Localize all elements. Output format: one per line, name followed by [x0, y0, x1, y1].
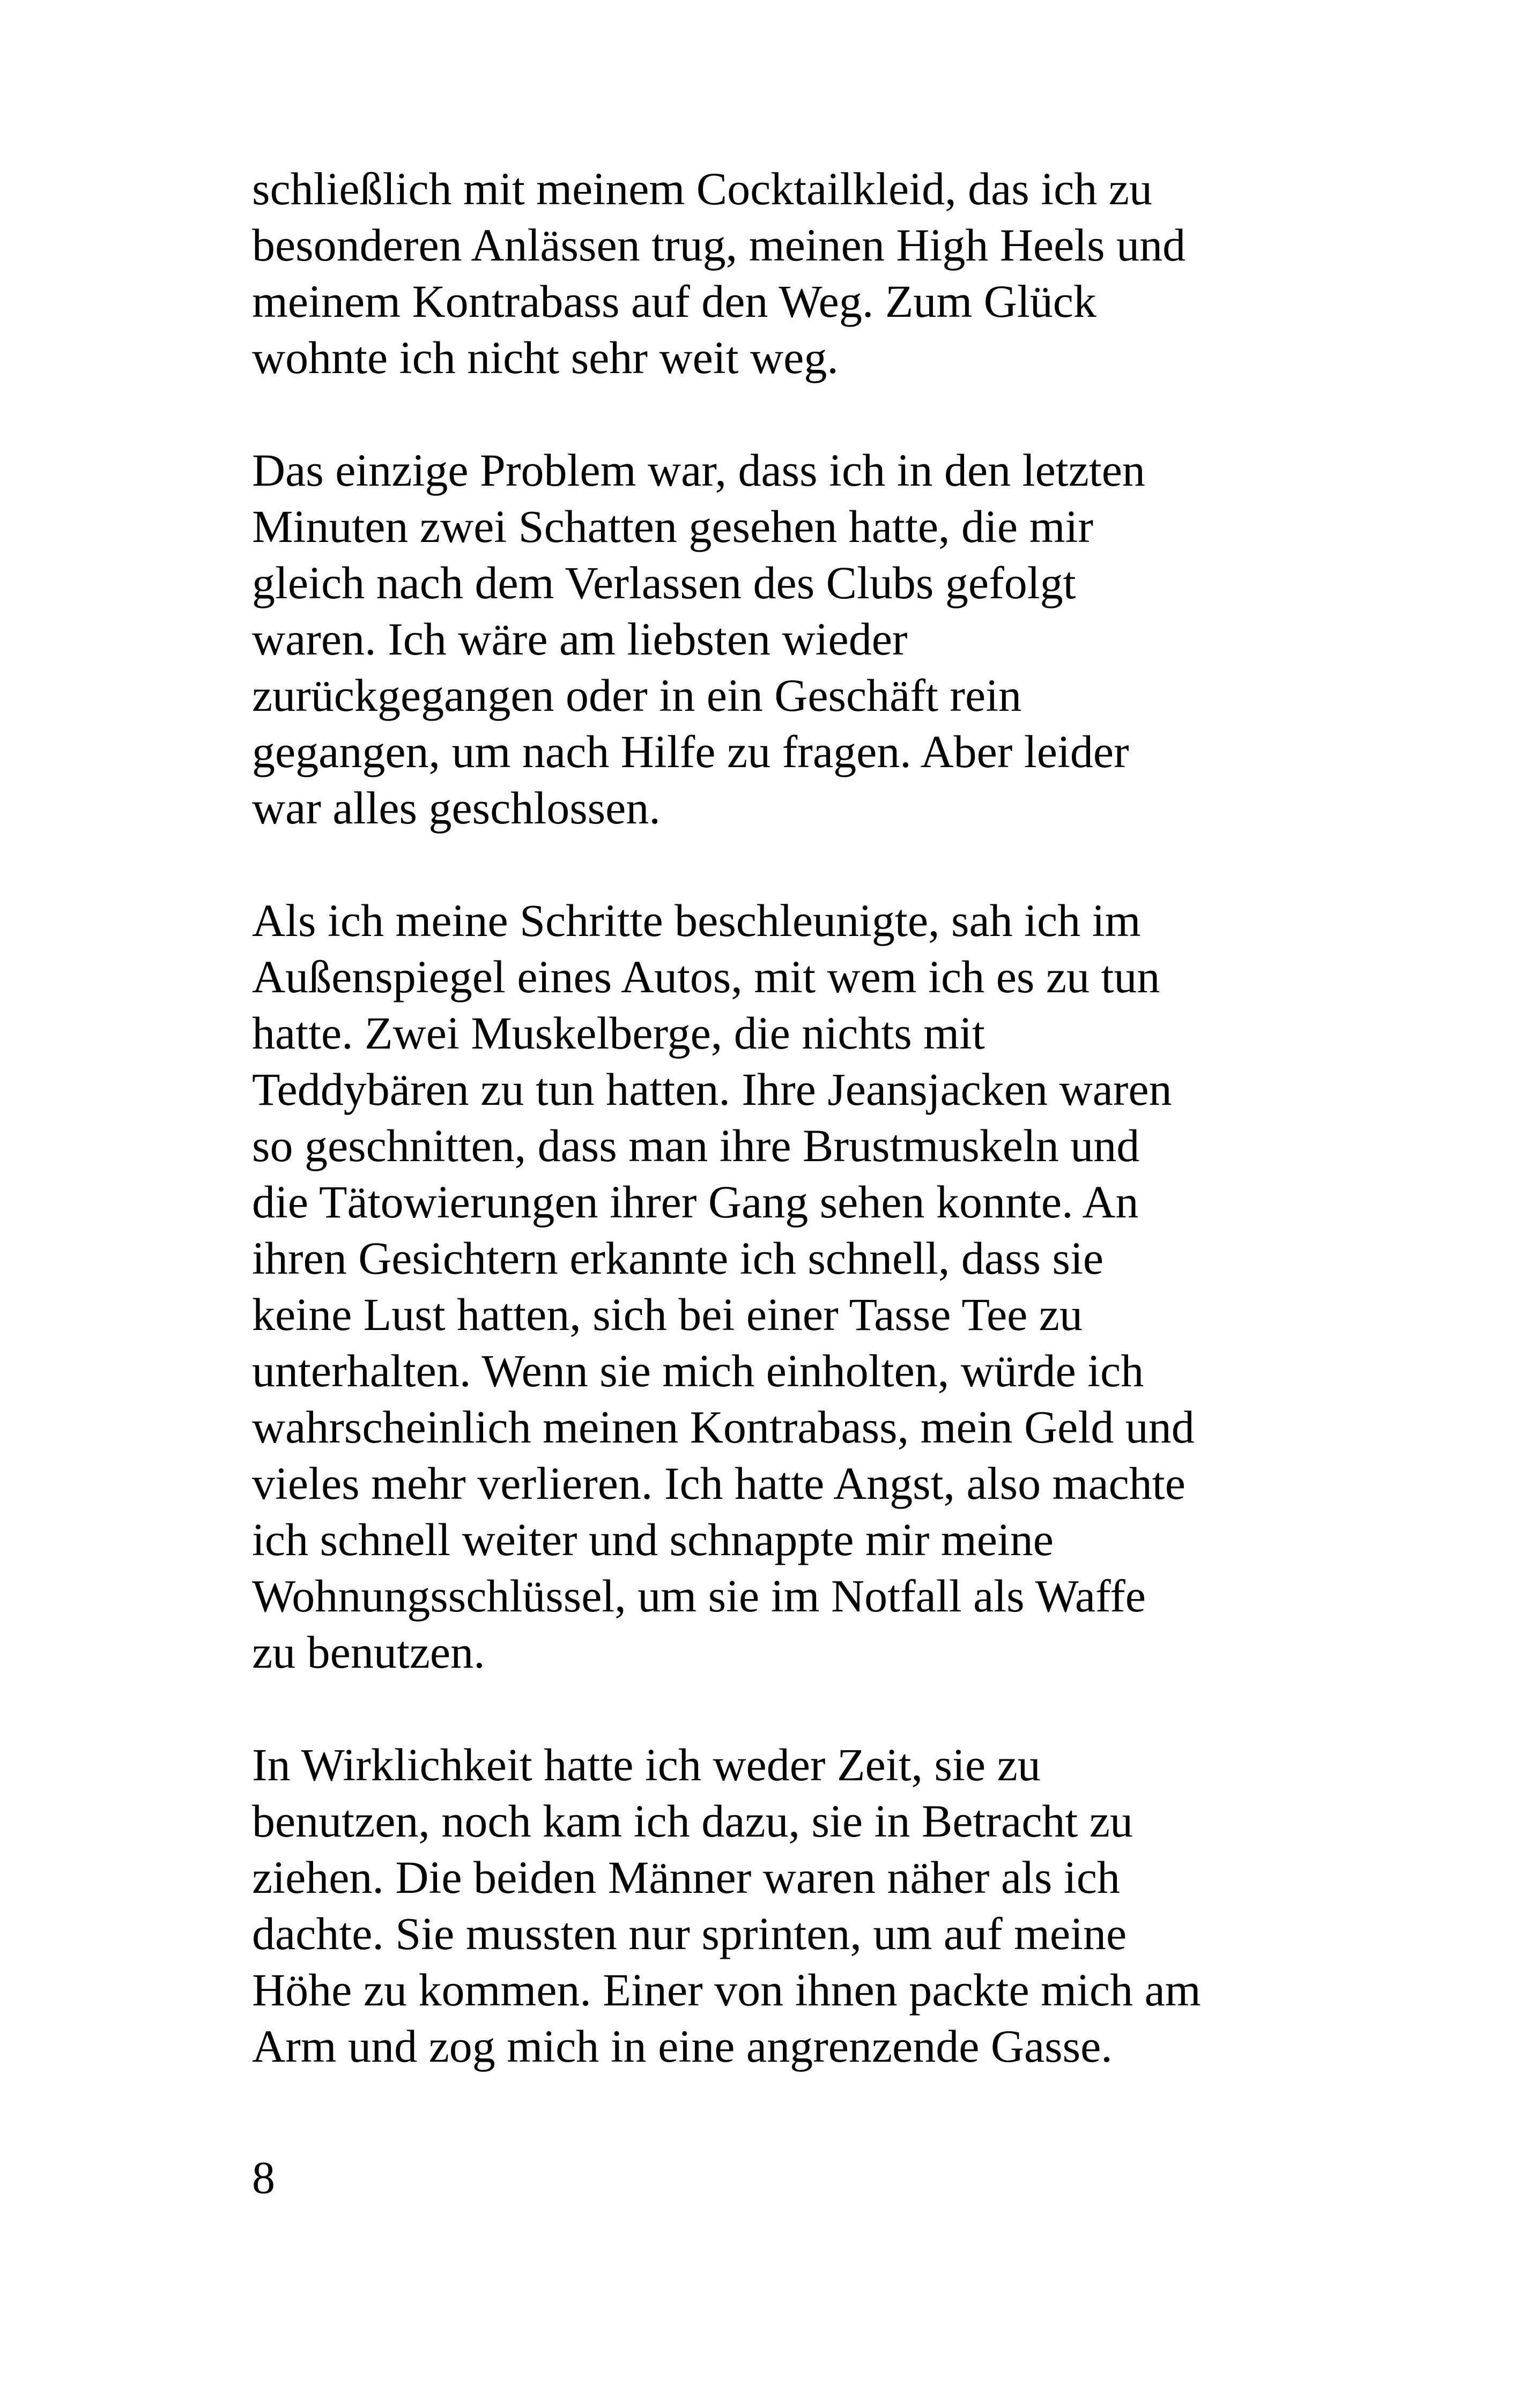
body-text	[252, 161, 1324, 2075]
text-line: ziehen. Die beiden Männer waren näher als ich	[252, 1852, 1120, 1903]
text-line: Als ich meine Schritte beschleunigte, sah ich im	[252, 895, 1141, 946]
paragraph-gap	[252, 1681, 1324, 1737]
paragraph-4	[252, 1737, 1324, 2075]
text-line: ihren Gesichtern erkannte ich schnell, dass sie	[252, 1232, 1104, 1284]
text-line: dachte. Sie mussten nur sprinten, um auf meine	[252, 1908, 1127, 1959]
text-line: wahrscheinlich meinen Kontrabass, mein Geld und	[252, 1401, 1195, 1453]
text-line: unterhalten. Wenn sie mich einholten, würde ich	[252, 1345, 1144, 1396]
text-line: wohnte ich nicht sehr weit weg.	[252, 332, 839, 383]
text-line: Minuten zwei Schatten gesehen hatte, die mir	[252, 501, 1093, 552]
text-line: Arm und zog mich in eine angrenzende Gasse.	[252, 2020, 1113, 2072]
text-line: zurückgegangen oder in ein Geschäft rein	[252, 670, 1022, 721]
page-number: 8	[252, 2152, 275, 2203]
text-line: benutzen, noch kam ich dazu, sie in Betracht zu	[252, 1795, 1133, 1847]
text-line: gegangen, um nach Hilfe zu fragen. Aber leider	[252, 726, 1129, 777]
text-line: Das einzige Problem war, dass ich in den letzten	[252, 444, 1145, 496]
text-line: waren. Ich wäre am liebsten wieder	[252, 613, 908, 665]
text-line: Höhe zu kommen. Einer von ihnen packte mich am	[252, 1964, 1201, 2016]
paragraph-1	[252, 161, 1324, 386]
text-line: keine Lust hatten, sich bei einer Tasse Tee zu	[252, 1289, 1083, 1340]
text-line: In Wirklichkeit hatte ich weder Zeit, sie zu	[252, 1739, 1041, 1790]
paragraph-3	[252, 893, 1324, 1681]
text-line: ich schnell weiter und schnappte mir meine	[252, 1514, 1054, 1565]
text-line: besonderen Anlässen trug, meinen High Heels und	[252, 219, 1186, 271]
text-line: meinem Kontrabass auf den Weg. Zum Glück	[252, 276, 1096, 327]
text-line: gleich nach dem Verlassen des Clubs gefolgt	[252, 557, 1076, 608]
paragraph-2	[252, 442, 1324, 836]
text-line: schließlich mit meinem Cocktailkleid, das ich zu	[252, 163, 1152, 214]
text-line: zu benutzen.	[252, 1626, 485, 1678]
text-line: vieles mehr verlieren. Ich hatte Angst, also machte	[252, 1458, 1185, 1509]
text-line: so geschnitten, dass man ihre Brustmuskeln und	[252, 1120, 1140, 1171]
text-line: Teddybären zu tun hatten. Ihre Jeansjacken waren	[252, 1064, 1172, 1115]
text-line: die Tätowierungen ihrer Gang sehen konnte. An	[252, 1176, 1139, 1228]
paragraph-gap	[252, 836, 1324, 893]
text-line: Wohnungsschlüssel, um sie im Notfall als Waffe	[252, 1570, 1146, 1622]
text-line: Außenspiegel eines Autos, mit wem ich es zu tun	[252, 951, 1160, 1002]
paragraph-gap	[252, 386, 1324, 442]
text-line: hatte. Zwei Muskelberge, die nichts mit	[252, 1007, 985, 1059]
text-line: war alles geschlossen.	[252, 782, 661, 834]
